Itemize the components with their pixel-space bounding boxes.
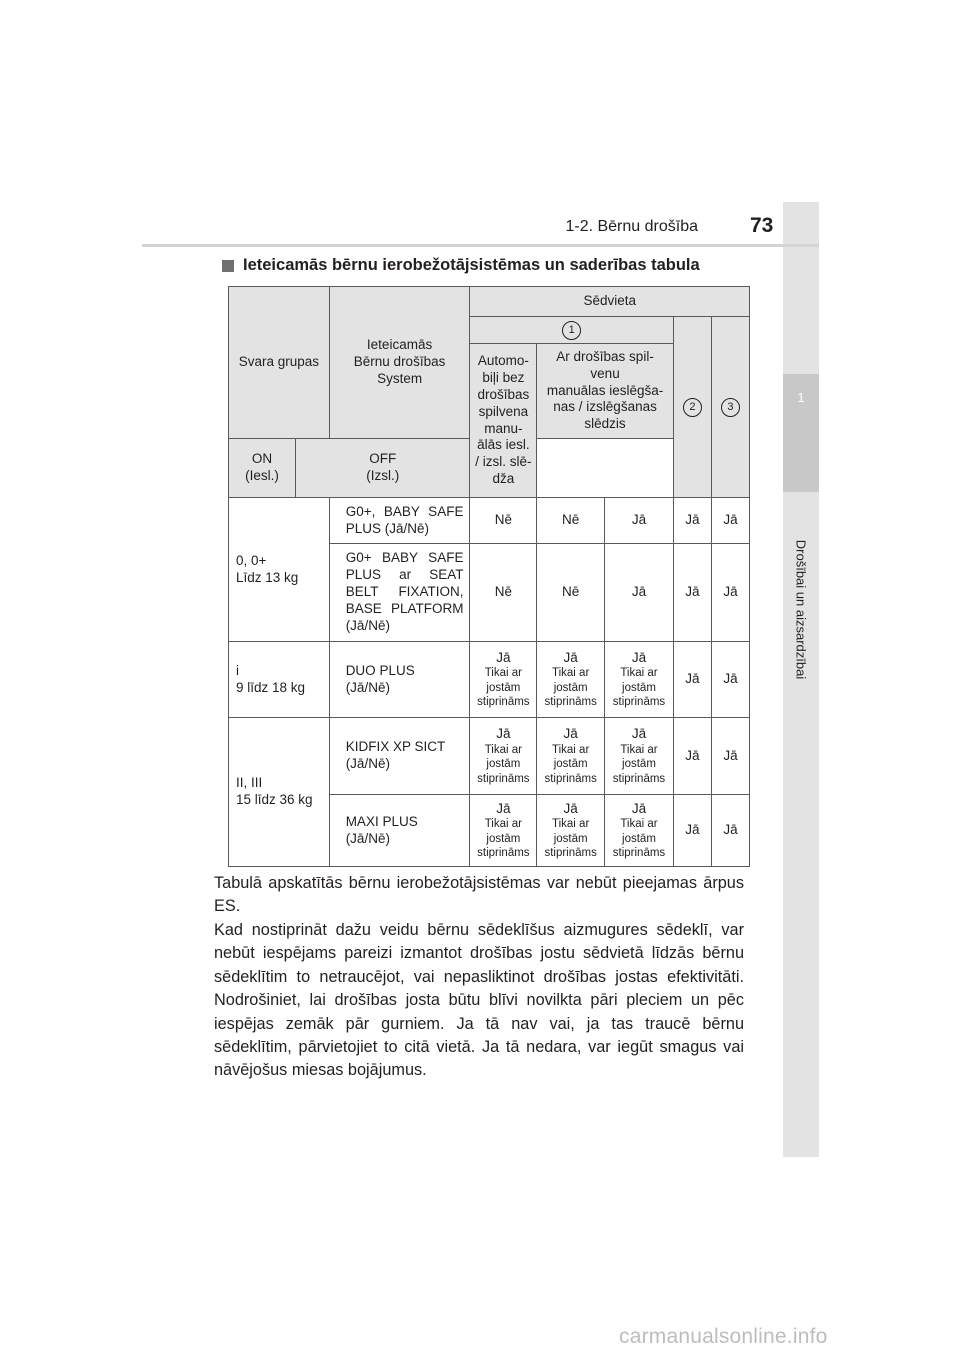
value-cell: Jā xyxy=(711,498,749,544)
header-divider xyxy=(142,244,819,247)
restricted-cell: Jā Tikai ar jostām stiprināms xyxy=(605,795,674,867)
table-heading-text: Ieteicamās bērnu ierobežotājsistēmas un saderības tabula xyxy=(243,256,700,274)
seat-1-header xyxy=(470,317,673,344)
col-header-seat-position: Sēdvieta xyxy=(470,287,750,317)
system-cell: G0+ BABY SAFE PLUS ar SEAT BELT FIXATION, BASE PLATFORM (Jā/Nē) xyxy=(329,544,470,642)
restricted-cell: Jā Tikai ar jostām stiprināms xyxy=(470,718,537,795)
chapter-side-tab xyxy=(783,202,819,1157)
system-cell: KIDFIX XP SICT (Jā/Nē) xyxy=(329,718,470,795)
table-row xyxy=(229,642,750,718)
value-cell: Jā xyxy=(711,718,749,795)
weight-group-cell: i 9 līdz 18 kg xyxy=(229,642,330,718)
page-number: 73 xyxy=(750,214,774,237)
value-cell: Jā xyxy=(673,718,711,795)
restricted-cell: Jā Tikai ar jostām stiprināms xyxy=(537,718,605,795)
weight-group-cell: II, III 15 līdz 36 kg xyxy=(229,718,330,867)
restricted-cell: Jā Tikai ar jostām stiprināms xyxy=(605,642,674,718)
switch-off-header: OFF (Izsl.) xyxy=(366,451,400,483)
switch-on-header: ON (Iesl.) xyxy=(229,439,296,497)
switch-state-headers xyxy=(229,439,470,498)
restricted-cell: Jā Tikai ar jostām stiprināms xyxy=(470,795,537,867)
value-cell: Jā xyxy=(673,642,711,718)
seat-2-circle-icon: 2 xyxy=(683,398,702,417)
restricted-cell: Jā Tikai ar jostām stiprināms xyxy=(605,718,674,795)
value-cell: Jā xyxy=(673,795,711,867)
bullet-square-icon xyxy=(222,260,234,272)
system-cell: MAXI PLUS (Jā/Nē) xyxy=(329,795,470,867)
compatibility-table xyxy=(228,286,750,867)
value-cell: Nē xyxy=(470,544,537,642)
chapter-label: Drošībai un aizsardzībai xyxy=(793,539,809,680)
seatbelt-warning-paragraph: Kad nostiprināt dažu veidu bērnu sēdeklīšus aizmugures sēdeklī, var nebūt iespējams pareizi izmantot drošības jostu sēdvietā līdzās bērnu sēdeklītim to netraucējot, vai nepasliktinot drošības jostas efektivitāti. Nodrošiniet, lai drošības josta būtu blīvi novilkta pāri pleciem un pēc iespējas zemāk pār gurniem. Ja tā nav vai, ja tas traucē bērnu sēdeklītim, pārvietojiet to citā vietā. Ja tā nedara, var iegūt smagus vai nāvējošus miesas bojājumus. xyxy=(214,921,744,1080)
table-row xyxy=(229,718,750,795)
col-header-system: Ieteicamās Bērnu drošības System xyxy=(329,287,470,439)
weight-group-cell: 0, 0+ Līdz 13 kg xyxy=(229,498,330,642)
watermark: carmanualsonline.info xyxy=(619,1325,828,1348)
seat-2-header xyxy=(673,317,711,498)
value-cell: Nē xyxy=(537,498,605,544)
value-cell: Jā xyxy=(711,795,749,867)
value-cell: Jā xyxy=(673,498,711,544)
restricted-cell: Jā Tikai ar jostām stiprināms xyxy=(470,642,537,718)
value-cell: Jā xyxy=(605,498,674,544)
col-header-weight-group: Svara grupas xyxy=(229,287,330,439)
value-cell: Jā xyxy=(673,544,711,642)
value-cell: Jā xyxy=(711,642,749,718)
vehicle-without-switch-header: Automo- biļi bez drošības spilvena manu- ālās iesl. / izsl. slē- dža xyxy=(470,344,537,498)
system-cell: G0+, BABY SAFE PLUS (Jā/Nē) xyxy=(329,498,470,544)
restricted-cell: Jā Tikai ar jostām stiprināms xyxy=(537,795,605,867)
seat-3-header xyxy=(711,317,749,498)
system-cell: DUO PLUS (Jā/Nē) xyxy=(329,642,470,718)
restricted-cell: Jā Tikai ar jostām stiprināms xyxy=(537,642,605,718)
seat-3-circle-icon: 3 xyxy=(721,398,740,417)
chapter-number: 1 xyxy=(783,374,819,492)
table-heading xyxy=(222,256,700,275)
vehicle-with-switch-header: Ar drošības spil- venu manuālas ieslēgša- nas / izslēgšanas slēdzis xyxy=(537,344,674,439)
value-cell: Jā xyxy=(605,544,674,642)
table-row xyxy=(229,498,750,544)
seat-1-circle-icon: 1 xyxy=(562,321,581,340)
value-cell: Jā xyxy=(711,544,749,642)
value-cell: Nē xyxy=(470,498,537,544)
value-cell: Nē xyxy=(537,544,605,642)
availability-note: Tabulā apskatītās bērnu ierobežotājsistēmas var nebūt pieejamas ārpus ES. xyxy=(214,874,744,916)
section-title: 1-2. Bērnu drošība xyxy=(565,218,698,235)
